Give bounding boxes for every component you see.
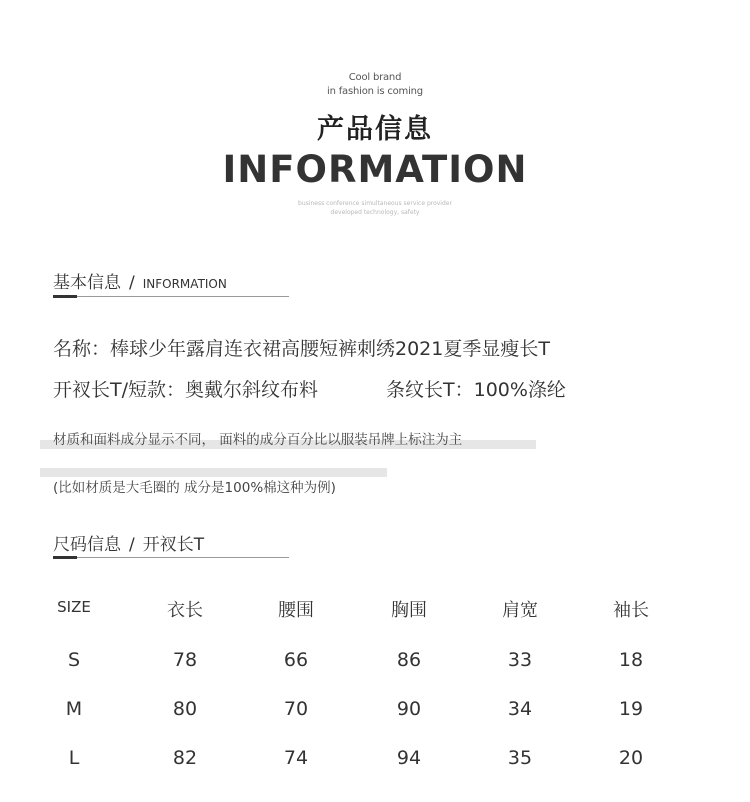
section-accent-mark xyxy=(53,295,77,298)
table-cell: 90 xyxy=(396,698,422,720)
size-label: L xyxy=(68,747,80,769)
basic-info-heading-cn: 基本信息 xyxy=(53,273,121,293)
material-note-2: (比如材质是大毛圈的 成分是100%棉这种为例) xyxy=(53,480,336,496)
table-cell: 66 xyxy=(283,649,309,671)
table-cell: 33 xyxy=(507,649,533,671)
table-cell: 82 xyxy=(172,747,198,769)
section-divider xyxy=(53,296,289,297)
table-cell: 80 xyxy=(172,698,198,720)
basic-info-heading xyxy=(53,268,227,293)
tagline-1: business conference simultaneous service provider xyxy=(298,200,452,207)
page-title-cn: 产品信息 xyxy=(317,114,433,145)
heading-separator: / xyxy=(129,273,135,293)
fabric-line-right: 条纹长T：100%涤纶 xyxy=(386,379,566,401)
column-header-size: SIZE xyxy=(57,598,91,616)
heading-separator: / xyxy=(129,535,135,555)
table-cell: 19 xyxy=(618,698,644,720)
size-info-heading-sub: 开衩长T xyxy=(142,535,205,555)
table-cell: 94 xyxy=(396,747,422,769)
size-info-heading xyxy=(53,530,204,555)
column-header-length: 衣长 xyxy=(167,600,203,621)
basic-info-heading-en: INFORMATION xyxy=(142,277,227,291)
size-label: M xyxy=(65,698,83,720)
table-cell: 18 xyxy=(618,649,644,671)
table-cell: 20 xyxy=(618,747,644,769)
column-header-waist: 腰围 xyxy=(278,600,314,621)
table-cell: 70 xyxy=(283,698,309,720)
size-label: S xyxy=(67,649,81,671)
table-cell: 74 xyxy=(283,747,309,769)
section-divider xyxy=(53,557,289,558)
tagline-2: developed technology, safety xyxy=(330,209,420,216)
size-info-heading-cn: 尺码信息 xyxy=(53,535,121,555)
brand-line-1: Cool brand xyxy=(348,72,402,83)
section-accent-mark xyxy=(53,556,77,559)
product-name-line: 名称：棒球少年露肩连衣裙高腰短裤刺绣2021夏季显瘦长T xyxy=(53,338,550,360)
column-header-chest: 胸围 xyxy=(391,600,427,621)
fabric-line-left: 开衩长T/短款：奥戴尔斜纹布料 xyxy=(53,379,319,401)
table-cell: 78 xyxy=(172,649,198,671)
page-title-en: INFORMATION xyxy=(222,148,528,191)
table-cell: 34 xyxy=(507,698,533,720)
column-header-shoulder: 肩宽 xyxy=(502,600,538,621)
table-cell: 86 xyxy=(396,649,422,671)
table-cell: 35 xyxy=(507,747,533,769)
column-header-sleeve: 袖长 xyxy=(613,600,649,621)
material-note-1: 材质和面料成分显示不同， 面料的成分百分比以服装吊牌上标注为主 xyxy=(53,432,463,448)
brand-line-2: in fashion is coming xyxy=(327,86,423,97)
